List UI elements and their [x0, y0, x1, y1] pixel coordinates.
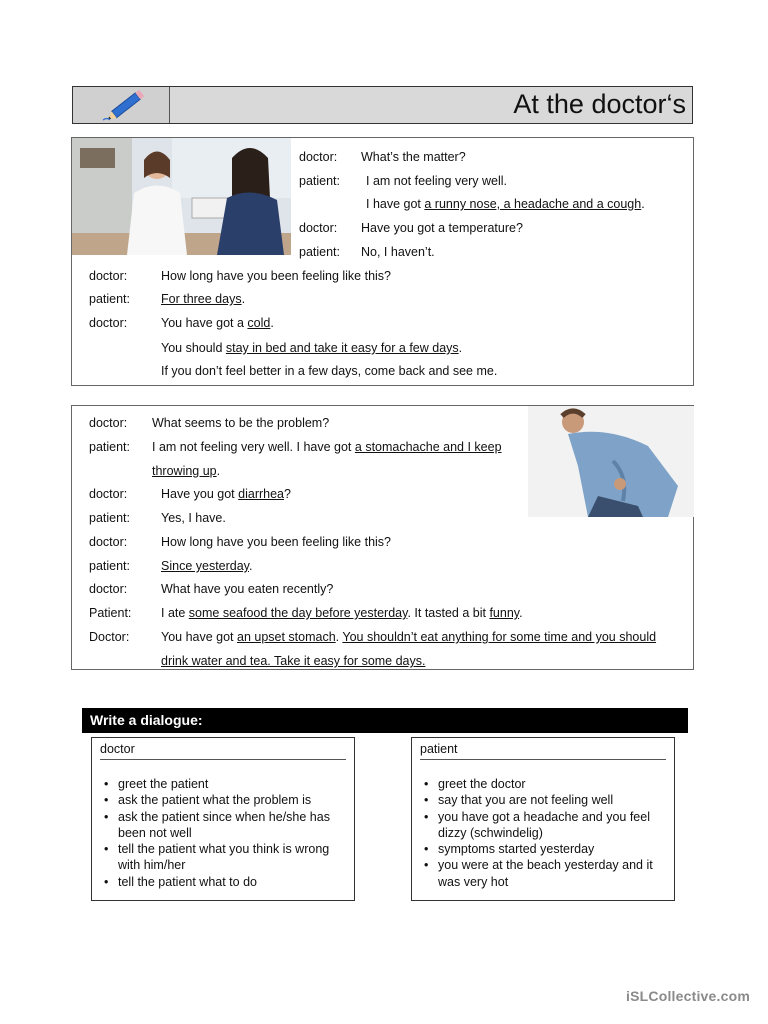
patient-task-item: • greet the doctor: [420, 776, 666, 792]
page-title: At the doctor‘s: [513, 89, 686, 119]
doctor-card-title: doctor: [100, 742, 135, 756]
dialogue-line: Yes, I have.: [161, 511, 226, 525]
man-stomachache-photo: [528, 406, 694, 517]
dialogue-box-1: [71, 137, 694, 386]
footer-brand: iSLCollective.com: [626, 988, 750, 1004]
doctor-card-rule: [100, 759, 346, 760]
patient-task-item: • symptoms started yesterday: [420, 841, 666, 857]
speaker-label: patient:: [89, 559, 131, 573]
dialogue-line: For three days.: [161, 292, 246, 306]
dialogue-line: What have you eaten recently?: [161, 582, 334, 596]
doctor-task-item: • greet the patient: [100, 776, 346, 792]
patient-card-title: patient: [420, 742, 458, 756]
dialogue-box-2: [71, 405, 694, 670]
speaker-label: doctor:: [89, 269, 128, 283]
dialogue-line: You should stay in bed and take it easy for a few days.: [161, 341, 463, 355]
dialogue-line: What seems to be the problem?: [152, 416, 330, 430]
dialogue-line: Have you got diarrhea?: [161, 487, 291, 501]
speaker-label: patient:: [299, 174, 341, 188]
speaker-label: doctor:: [89, 535, 128, 549]
doctor-task-item: • tell the patient what you think is wrong with him/her: [100, 841, 346, 874]
patient-task-item: • say that you are not feeling well: [420, 792, 666, 808]
doctor-task-item: • ask the patient what the problem is: [100, 792, 346, 808]
speaker-label: Patient:: [89, 606, 132, 620]
speaker-label: doctor:: [299, 221, 338, 235]
dialogue-line: Since yesterday.: [161, 559, 253, 573]
dialogue-line: How long have you been feeling like this?: [161, 535, 392, 549]
patient-task-item: • you were at the beach yesterday and it was very hot: [420, 857, 666, 890]
dialogue-line: No, I haven’t.: [361, 245, 435, 259]
speaker-label: patient:: [299, 245, 341, 259]
dialogue-line: You have got a cold.: [161, 316, 274, 330]
speaker-label: doctor:: [89, 316, 128, 330]
speaker-label: doctor:: [299, 150, 338, 164]
speaker-label: patient:: [89, 511, 131, 525]
dialogue-line: I am not feeling very well.: [366, 174, 508, 188]
doctor-consultation-photo: [72, 138, 291, 255]
patient-card-rule: [420, 759, 666, 760]
dialogue-line: How long have you been feeling like this?: [161, 269, 392, 283]
title-bar: [72, 86, 693, 124]
speaker-label: doctor:: [89, 487, 128, 501]
speaker-label: Doctor:: [89, 630, 130, 644]
pencil-icon: [73, 87, 169, 123]
patient-task-item: • you have got a headache and you feel dizzy (schwindelig): [420, 809, 666, 842]
dialogue-line: If you don’t feel better in a few days, come back and see me.: [161, 364, 498, 378]
write-dialogue-heading: Write a dialogue:: [82, 708, 688, 733]
doctor-task-item: • ask the patient since when he/she has been not well: [100, 809, 346, 842]
patient-task-list: [420, 776, 666, 890]
dialogue-line: I have got a runny nose, a headache and a cough.: [366, 197, 645, 211]
doctor-card: [91, 737, 355, 901]
title-icon-cell: [73, 87, 170, 123]
speaker-label: patient:: [89, 292, 131, 306]
dialogue-line: I ate some seafood the day before yesterday. It tasted a bit funny.: [161, 606, 523, 620]
dialogue-line: What’s the matter?: [361, 150, 466, 164]
doctor-task-list: [100, 776, 346, 890]
dialogue-line: You have got an upset stomach. You shouldn’t eat anything for some time and you should: [161, 630, 657, 644]
dialogue-line: throwing up.: [152, 464, 221, 478]
patient-card: [411, 737, 675, 901]
doctor-task-item: • tell the patient what to do: [100, 874, 346, 890]
speaker-label: patient:: [89, 440, 131, 454]
dialogue-line: Have you got a temperature?: [361, 221, 523, 235]
dialogue-line: I am not feeling very well. I have got a stomachache and I keep: [152, 440, 502, 454]
speaker-label: doctor:: [89, 416, 128, 430]
dialogue-line: drink water and tea. Take it easy for some days.: [161, 654, 426, 668]
speaker-label: doctor:: [89, 582, 128, 596]
